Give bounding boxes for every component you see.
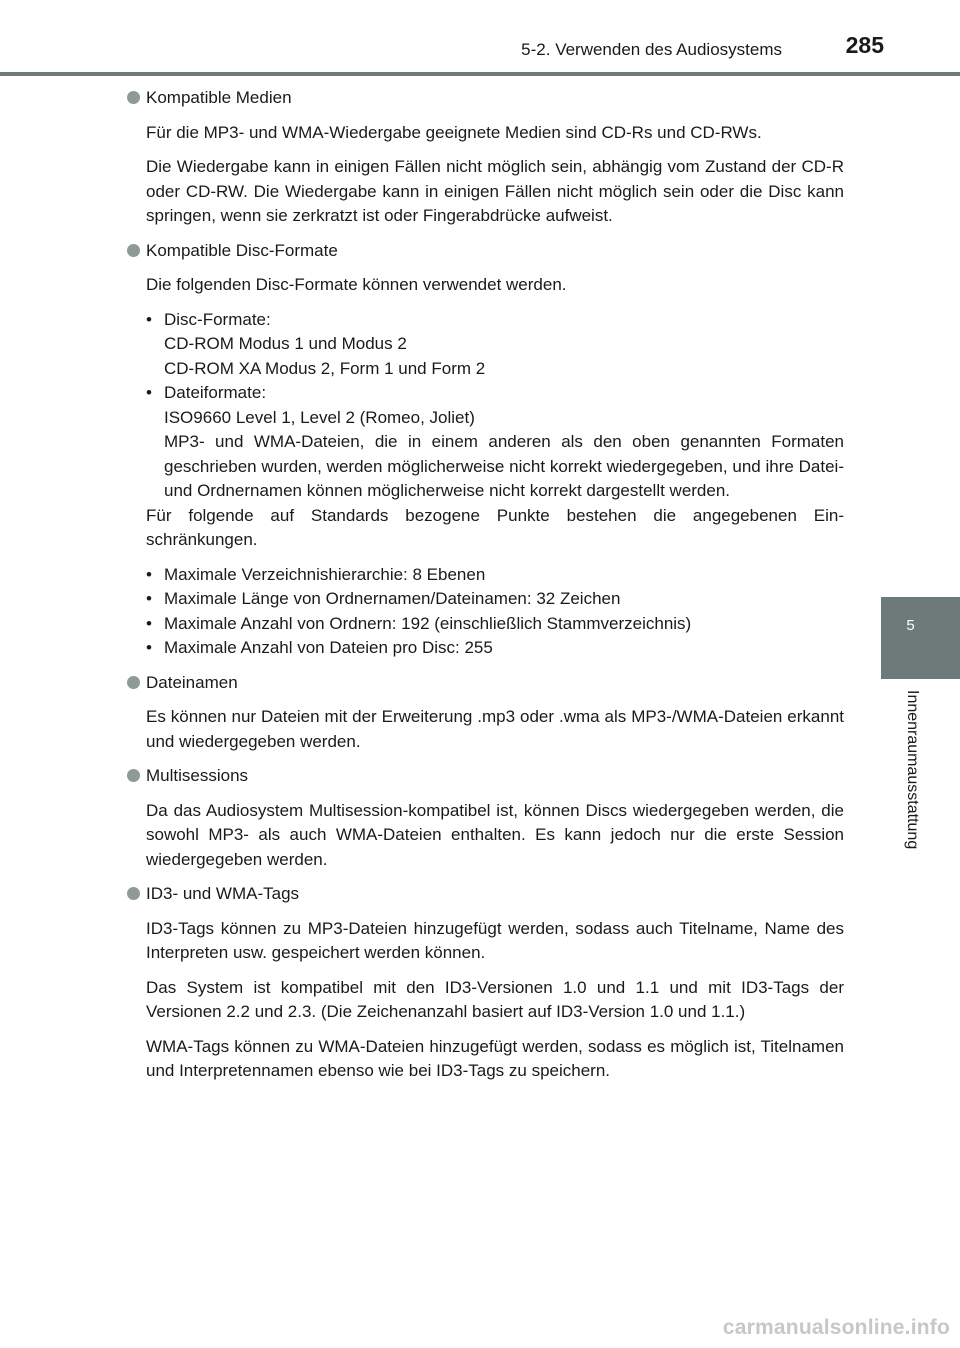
list-item-text: Maximale Anzahl von Dateien pro Disc: 255 (164, 638, 493, 657)
list-item-line: MP3- und WMA-Dateien, die in einem anderen als den oben genannten Formaten geschrieben wurden, werden möglicherweise nicht korrekt wiedergegeben, und ihre Datei- und Ordnernamen können möglicherweise nicht korrekt dargestellt werden. (164, 432, 844, 500)
list-bullet: • (146, 613, 152, 633)
heading-text: Kompatible Medien (146, 88, 292, 107)
list-bullet: • (146, 638, 152, 657)
circle-bullet-icon (127, 769, 140, 782)
paragraph: ID3-Tags können zu MP3-Dateien hinzugefügt werden, sodass auch Titelname, Name des Interpreten usw. gespeichert werden können. (146, 918, 844, 962)
page-content (127, 86, 844, 1084)
list-item-text: Maximale Anzahl von Ordnern: 192 (einschließlich Stammverzeichnis) (164, 613, 692, 633)
list-item-text: Maximale Verzeichnishierarchie: 8 Ebenen (164, 564, 486, 584)
section-heading (127, 86, 844, 111)
list-item-title: Dateiformate: (164, 383, 267, 402)
paragraph: Das System ist kompatibel mit den ID3-Versionen 1.0 und 1.1 und mit ID3-Tags der Versionen 2.2 und 2.3. (Die Zeichenanzahl basiert auf ID3-Version 1.0 und 1.1.) (146, 977, 844, 1021)
paragraph: Für folgende auf Standards bezogene Punkte bestehen die angegebenen Ein-schränkungen. (146, 505, 844, 549)
list-bullet: • (146, 589, 152, 608)
circle-bullet-icon (127, 91, 140, 104)
header-rule (0, 72, 960, 76)
circle-bullet-icon (127, 887, 140, 900)
section-heading (127, 882, 844, 907)
list-item (146, 308, 844, 382)
list-item-line: CD-ROM XA Modus 2, Form 1 und Form 2 (164, 358, 486, 378)
section-heading (127, 239, 844, 264)
section-id3-wma-tags (127, 882, 844, 1084)
circle-bullet-icon (127, 244, 140, 257)
paragraph: Für die MP3- und WMA-Wiedergabe geeignete Medien sind CD-Rs und CD-RWs. (146, 122, 762, 142)
list-bullet: • (146, 564, 152, 584)
circle-bullet-icon (127, 676, 140, 689)
list-item (146, 587, 844, 612)
paragraph: Die folgenden Disc-Formate können verwendet werden. (146, 275, 567, 294)
section-compatible-disc-formats (127, 239, 844, 661)
chapter-tab (881, 597, 960, 679)
chapter-label-text: Innenraumausstattung (904, 690, 921, 850)
heading-text: ID3- und WMA-Tags (146, 884, 300, 903)
list-item-line: CD-ROM Modus 1 und Modus 2 (164, 334, 407, 353)
paragraph: Die Wiedergabe kann in einigen Fällen nicht möglich sein, abhängig vom Zustand der CD-R oder CD-RW. Die Wiedergabe kann in einigen Fällen nicht möglich sein oder die Disc kann springen, wenn sie zerkratzt ist oder Fingerabdrücke aufweist. (146, 157, 844, 225)
list-bullet: • (146, 383, 152, 402)
chapter-side-label (903, 690, 925, 890)
section-file-names (127, 671, 844, 755)
heading-text: Dateinamen (146, 672, 238, 692)
list-item-title: Disc-Formate: (164, 309, 271, 329)
section-heading (127, 764, 844, 789)
list-bullet: • (146, 309, 152, 329)
limits-list (146, 563, 844, 661)
paragraph: Da das Audiosystem Multisession-kompatibel ist, können Discs wiedergegeben werden, die sowohl MP3- als auch WMA-Dateien enthalten. Es kann jedoch nur die erste Session wiedergegeben werden. (146, 800, 844, 869)
paragraph: Es können nur Dateien mit der Erweiterung .mp3 oder .wma als MP3-/WMA-Dateien erkannt und wiedergegeben werden. (146, 707, 844, 751)
heading-text: Multisessions (146, 766, 249, 785)
list-item (146, 563, 844, 588)
list-item (146, 636, 844, 661)
section-heading (127, 671, 844, 696)
heading-text: Kompatible Disc-Formate (146, 240, 338, 260)
section-multisessions (127, 764, 844, 872)
format-list (146, 308, 844, 504)
running-header-title: 5-2. Verwenden des Audiosystems (521, 40, 782, 59)
watermark-logo: carmanualsonline.info (722, 1316, 950, 1339)
list-item-text: Maximale Länge von Ordnernamen/Dateinamen: 32 Zeichen (164, 589, 621, 608)
chapter-number: 5 (906, 617, 915, 634)
list-item-line: ISO9660 Level 1, Level 2 (Romeo, Joliet) (164, 407, 475, 427)
paragraph: WMA-Tags können zu WMA-Dateien hinzugefügt werden, sodass es möglich ist, Titelnamen und Interpretennamen ebenso wie bei ID3-Tags zu speichern. (146, 1036, 844, 1080)
section-compatible-media (127, 86, 844, 229)
list-item (146, 612, 844, 637)
list-item (146, 381, 844, 504)
page-number: 285 (845, 32, 884, 58)
